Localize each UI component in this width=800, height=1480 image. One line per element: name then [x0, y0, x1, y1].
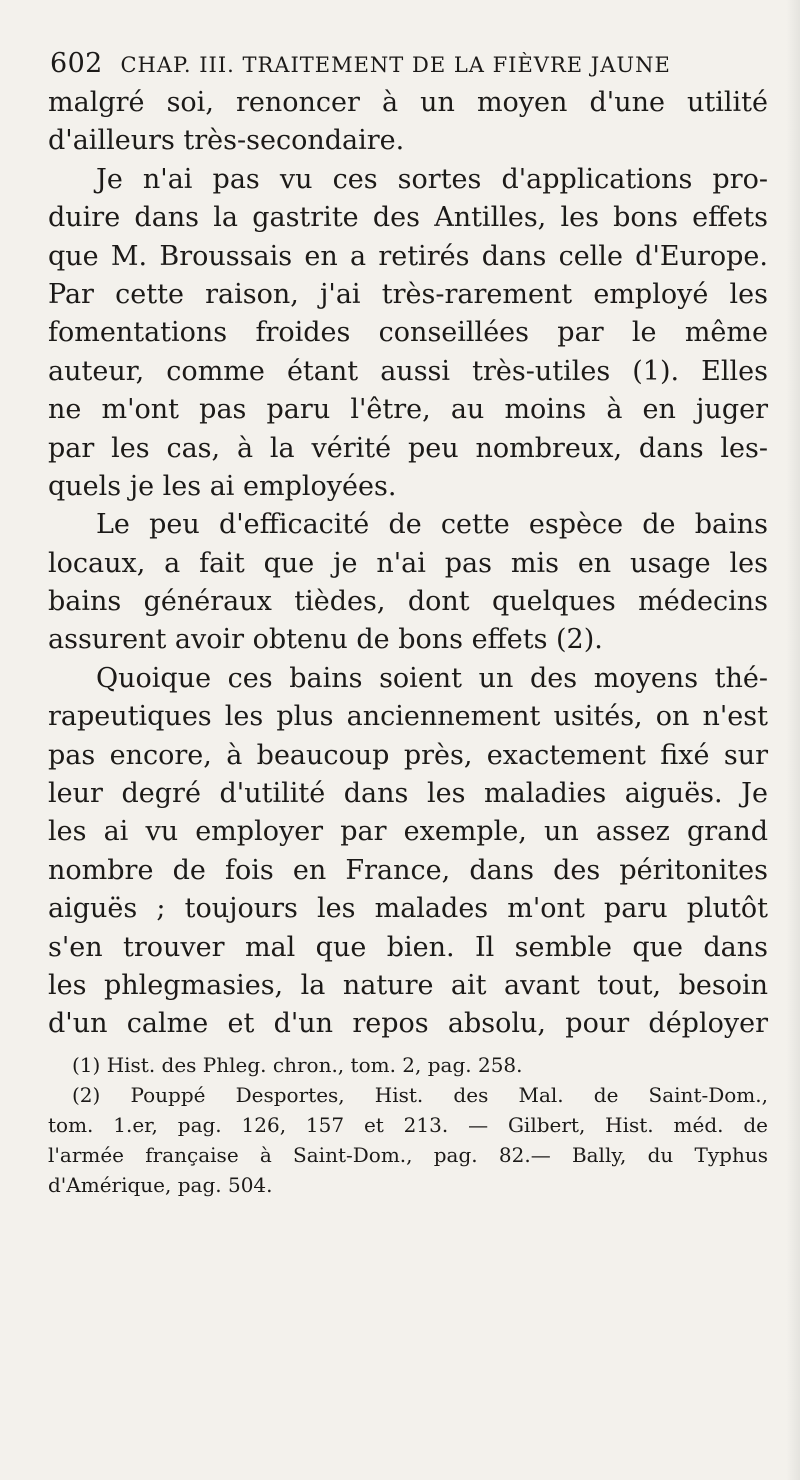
- text-line: quels je les ai employées.: [48, 470, 397, 502]
- text-line: malgré soi, renoncer à un moyen d'une utilité: [48, 87, 768, 118]
- page-number: 602: [50, 48, 103, 79]
- footnote-line: (2) Pouppé Desportes, Hist. des Mal. de Saint-Dom.,: [72, 1083, 768, 1107]
- page-edge-shadow: [786, 0, 800, 1480]
- running-header: [50, 48, 770, 79]
- text-line: que M. Broussais en a retirés dans celle d'Europe.: [48, 240, 768, 272]
- footnote-line: l'armée française à Saint-Dom., pag. 82.— Bally, du Typhus: [48, 1143, 768, 1167]
- text-line: nombre de fois en France, dans des péritonites: [48, 854, 768, 886]
- text-line: assurent avoir obtenu de bons effets (2).: [48, 624, 603, 656]
- text-line: d'un calme et d'un repos absolu, pour déployer: [48, 1008, 768, 1040]
- footnote-line: (1) Hist. des Phleg. chron., tom. 2, pag. 258.: [72, 1053, 523, 1077]
- text-line: fomentations froides conseillées par le même: [48, 317, 768, 349]
- footnote-line: d'Amérique, pag. 504.: [48, 1173, 273, 1197]
- text-line: les ai vu employer par exemple, un assez grand: [48, 816, 768, 848]
- text-line: bains généraux tièdes, dont quelques médecins: [48, 586, 768, 618]
- text-line: aiguës ; toujours les malades m'ont paru plutôt: [48, 893, 768, 925]
- text-line: d'ailleurs très-secondaire.: [48, 125, 405, 157]
- text-line: auteur, comme étant aussi très-utiles (1). Elles: [48, 355, 768, 387]
- text-line: leur degré d'utilité dans les maladies aiguës. Je: [48, 778, 768, 810]
- text-line: rapeutiques les plus anciennement usités, on n'est: [48, 701, 768, 733]
- main-text: [48, 84, 768, 1044]
- text-line: ne m'ont pas paru l'être, au moins à en juger: [48, 394, 768, 426]
- text-line: Je n'ai pas vu ces sortes d'applications pro-: [96, 163, 768, 195]
- text-line: Par cette raison, j'ai très-rarement employé les: [48, 278, 768, 310]
- text-line: Quoique ces bains soient un des moyens thé-: [96, 662, 768, 694]
- running-title: CHAP. III. TRAITEMENT DE LA FIÈVRE JAUNE: [120, 53, 671, 77]
- text-line: par les cas, à la vérité peu nombreux, dans les-: [48, 432, 768, 464]
- footnote-line: tom. 1.er, pag. 126, 157 et 213. — Gilbert, Hist. méd. de: [48, 1113, 768, 1137]
- text-line: les phlegmasies, la nature ait avant tout, besoin: [48, 969, 768, 1001]
- text-line: s'en trouver mal que bien. Il semble que dans: [48, 931, 768, 963]
- text-line: duire dans la gastrite des Antilles, les bons effets: [48, 202, 768, 234]
- footnotes: [48, 1050, 768, 1200]
- text-line: Le peu d'efficacité de cette espèce de bains: [96, 509, 768, 541]
- text-line: pas encore, à beaucoup près, exactement fixé sur: [48, 739, 768, 771]
- text-line: locaux, a fait que je n'ai pas mis en usage les: [48, 547, 768, 579]
